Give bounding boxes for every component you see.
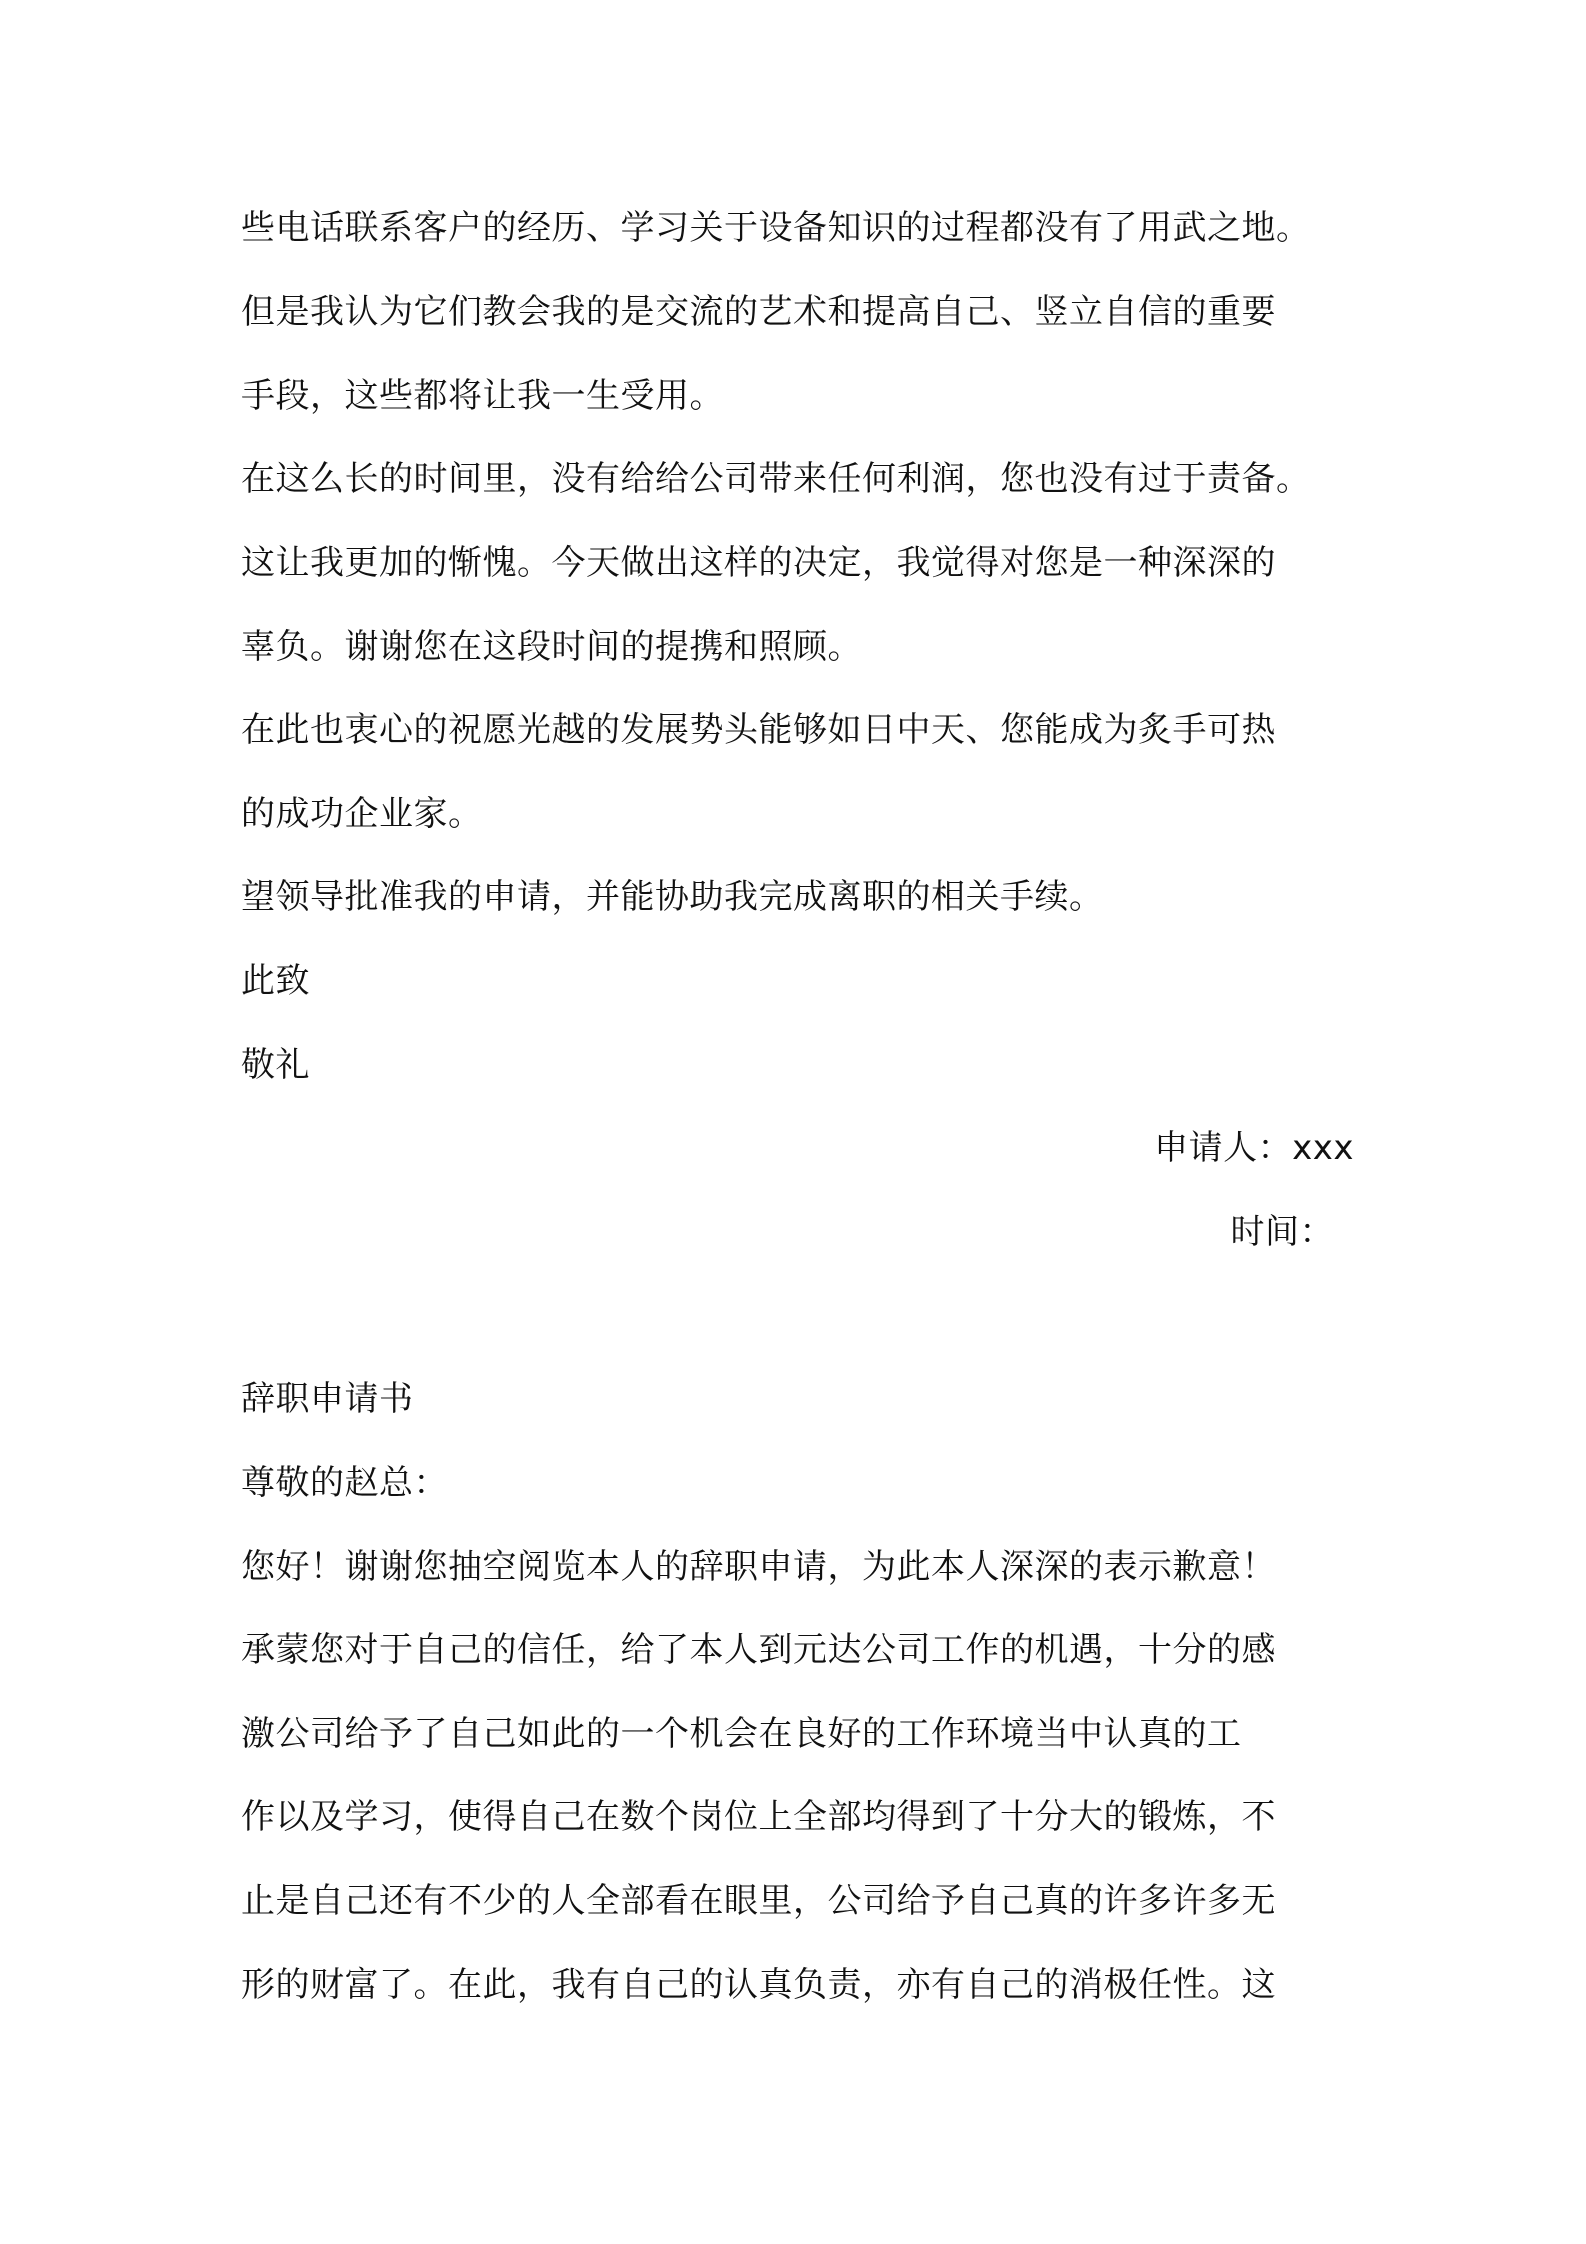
second-body-line-6: 形的财富了。在此，我有自己的认真负责，亦有自己的消极任性。这: [241, 1965, 1276, 2005]
body-line-5: 这让我更加的惭愧。今天做出这样的决定，我觉得对您是一种深深的: [241, 543, 1276, 583]
second-body-line-4: 作以及学习，使得自己在数个岗位上全部均得到了十分大的锻炼，不: [241, 1797, 1276, 1837]
second-body-line-2: 承蒙您对于自己的信任，给了本人到元达公司工作的机遇，十分的感: [241, 1630, 1276, 1670]
second-letter-title: 辞职申请书: [241, 1379, 414, 1419]
applicant-signature: 申请人：xxx: [1154, 1128, 1354, 1168]
body-line-1: 些电话联系客户的经历、学习关于设备知识的过程都没有了用武之地。: [241, 208, 1311, 248]
closing-ci-zhi: 此致: [241, 961, 310, 1001]
body-line-8: 的成功企业家。: [241, 794, 483, 834]
body-line-9: 望领导批准我的申请，并能协助我完成离职的相关手续。: [241, 877, 1104, 917]
closing-jing-li: 敬礼: [241, 1045, 310, 1085]
second-body-line-5: 止是自己还有不少的人全部看在眼里，公司给予自己真的许多许多无: [241, 1881, 1276, 1921]
second-letter-salutation: 尊敬的赵总：: [241, 1463, 448, 1503]
body-line-4: 在这么长的时间里，没有给给公司带来任何利润，您也没有过于责备。: [241, 459, 1311, 499]
body-line-2: 但是我认为它们教会我的是交流的艺术和提高自己、竖立自信的重要: [241, 292, 1276, 332]
second-body-line-3: 激公司给予了自己如此的一个机会在良好的工作环境当中认真的工: [241, 1714, 1242, 1754]
signature-time: 时间：: [1230, 1212, 1334, 1252]
body-line-6: 辜负。谢谢您在这段时间的提携和照顾。: [241, 627, 862, 667]
body-line-7: 在此也衷心的祝愿光越的发展势头能够如日中天、您能成为炙手可热: [241, 710, 1276, 750]
second-body-line-1: 您好！谢谢您抽空阅览本人的辞职申请，为此本人深深的表示歉意！: [241, 1547, 1276, 1587]
body-line-3: 手段，这些都将让我一生受用。: [241, 376, 724, 416]
